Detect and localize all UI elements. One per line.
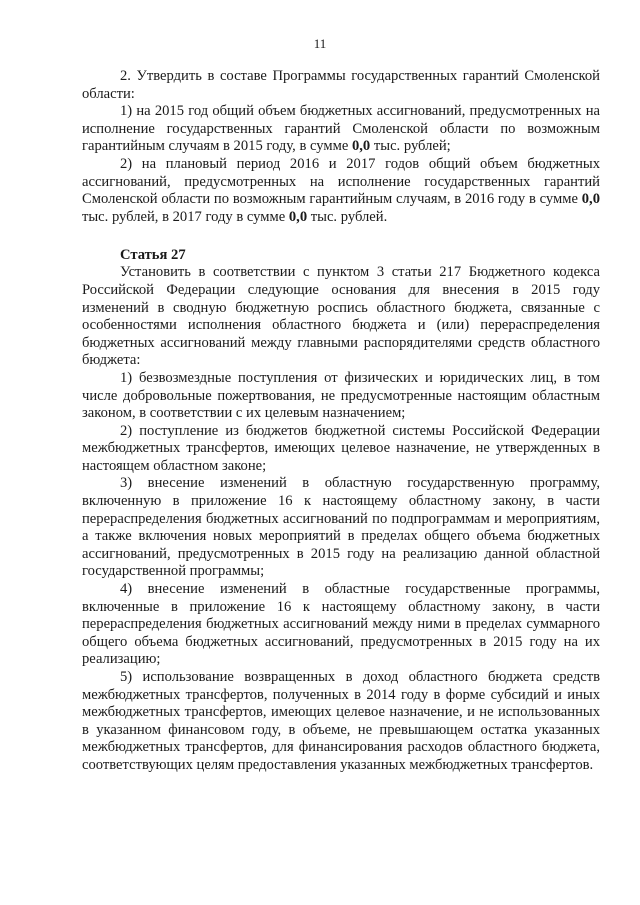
document-body — [82, 68, 600, 775]
article-27-item-4: 4) внесение изменений в областные государственные программы, включенные в приложение 16 к настоящему областному закону, в части перераспределения бюджетных ассигнований между ними в пределах суммарного общего объема бюджетных ассигнований, предусмотренных в 2015 году на их реализацию; — [82, 581, 600, 668]
article-27-item-5: 5) использование возвращенных в доход областного бюджета средств межбюджетных трансфертов, полученных в 2014 году в форме субсидий и иных межбюджетных трансфертов, имеющих целевое назначение, и не использованных в указанном финансовом году, в объеме, не превышающем остатка указанных межбюджетных трансфертов, для финансирования расходов областного бюджета, соответствующих целям предоставления указанных межбюджетных трансфертов. — [82, 669, 600, 773]
item-1-text-before: 1) на 2015 год общий объем бюджетных ассигнований, предусмотренных на исполнение государственных гарантий Смоленской области по возможным гарантийным случаям в 2015 году, в сумме — [82, 103, 600, 155]
page-number: 11 — [313, 36, 327, 51]
article-27-item-2: 2) поступление из бюджетов бюджетной системы Российской Федерации межбюджетных трансфертов, имеющих целевое назначение, не утвержденных в настоящем областном законе; — [82, 422, 600, 474]
section-2-intro: 2. Утвердить в составе Программы государственных гарантий Смоленской области: — [82, 68, 600, 102]
item-2-text-middle: тыс. рублей, в 2017 году в сумме — [82, 208, 289, 225]
item-1-text-after: тыс. рублей; — [370, 138, 451, 155]
article-27-item-3: 3) внесение изменений в областную государственную программу, включенную в приложение 16 к настоящему областному закону, в части перераспределения бюджетных ассигнований по подпрограммам и мероприятиям, а также включения новых мероприятий в пределах общего объема бюджетных ассигнований, предусмотренных в 2015 году на реализацию данной областной государственной программы; — [82, 475, 600, 580]
article-27-heading: Статья 27 — [120, 247, 186, 264]
item-2-amount-2016: 0,0 — [581, 191, 600, 208]
article-27-item-1: 1) безвозмездные поступления от физических и юридических лиц, в том числе добровольные пожертвования, не предусмотренные настоящим областным законом, в соответствии с их целевым назначением; — [82, 369, 600, 422]
item-2-amount-2017: 0,0 — [288, 208, 308, 225]
article-27-intro: Установить в соответствии с пунктом 3 статьи 217 Бюджетного кодекса Российской Федерации следующие основания для внесения в 2015 году изменений в сводную бюджетную роспись областного бюджета, связанные с особенностями исполнения областного бюджета и (или) перераспределения бюджетных ассигнований между главными распорядителями средств областного бюджета: — [82, 264, 600, 369]
section-2-item-1 — [82, 103, 600, 156]
item-2-text-before: 2) на плановый период 2016 и 2017 годов общий объем бюджетных ассигнований, предусмотренных на исполнение государственных гарантий Смоленской области по возможным гарантийным случаям, в 2016 году в сумме — [82, 155, 600, 208]
item-1-amount: 0,0 — [351, 138, 371, 155]
item-2-text-after: тыс. рублей. — [307, 208, 388, 225]
section-2-item-2 — [82, 156, 600, 226]
